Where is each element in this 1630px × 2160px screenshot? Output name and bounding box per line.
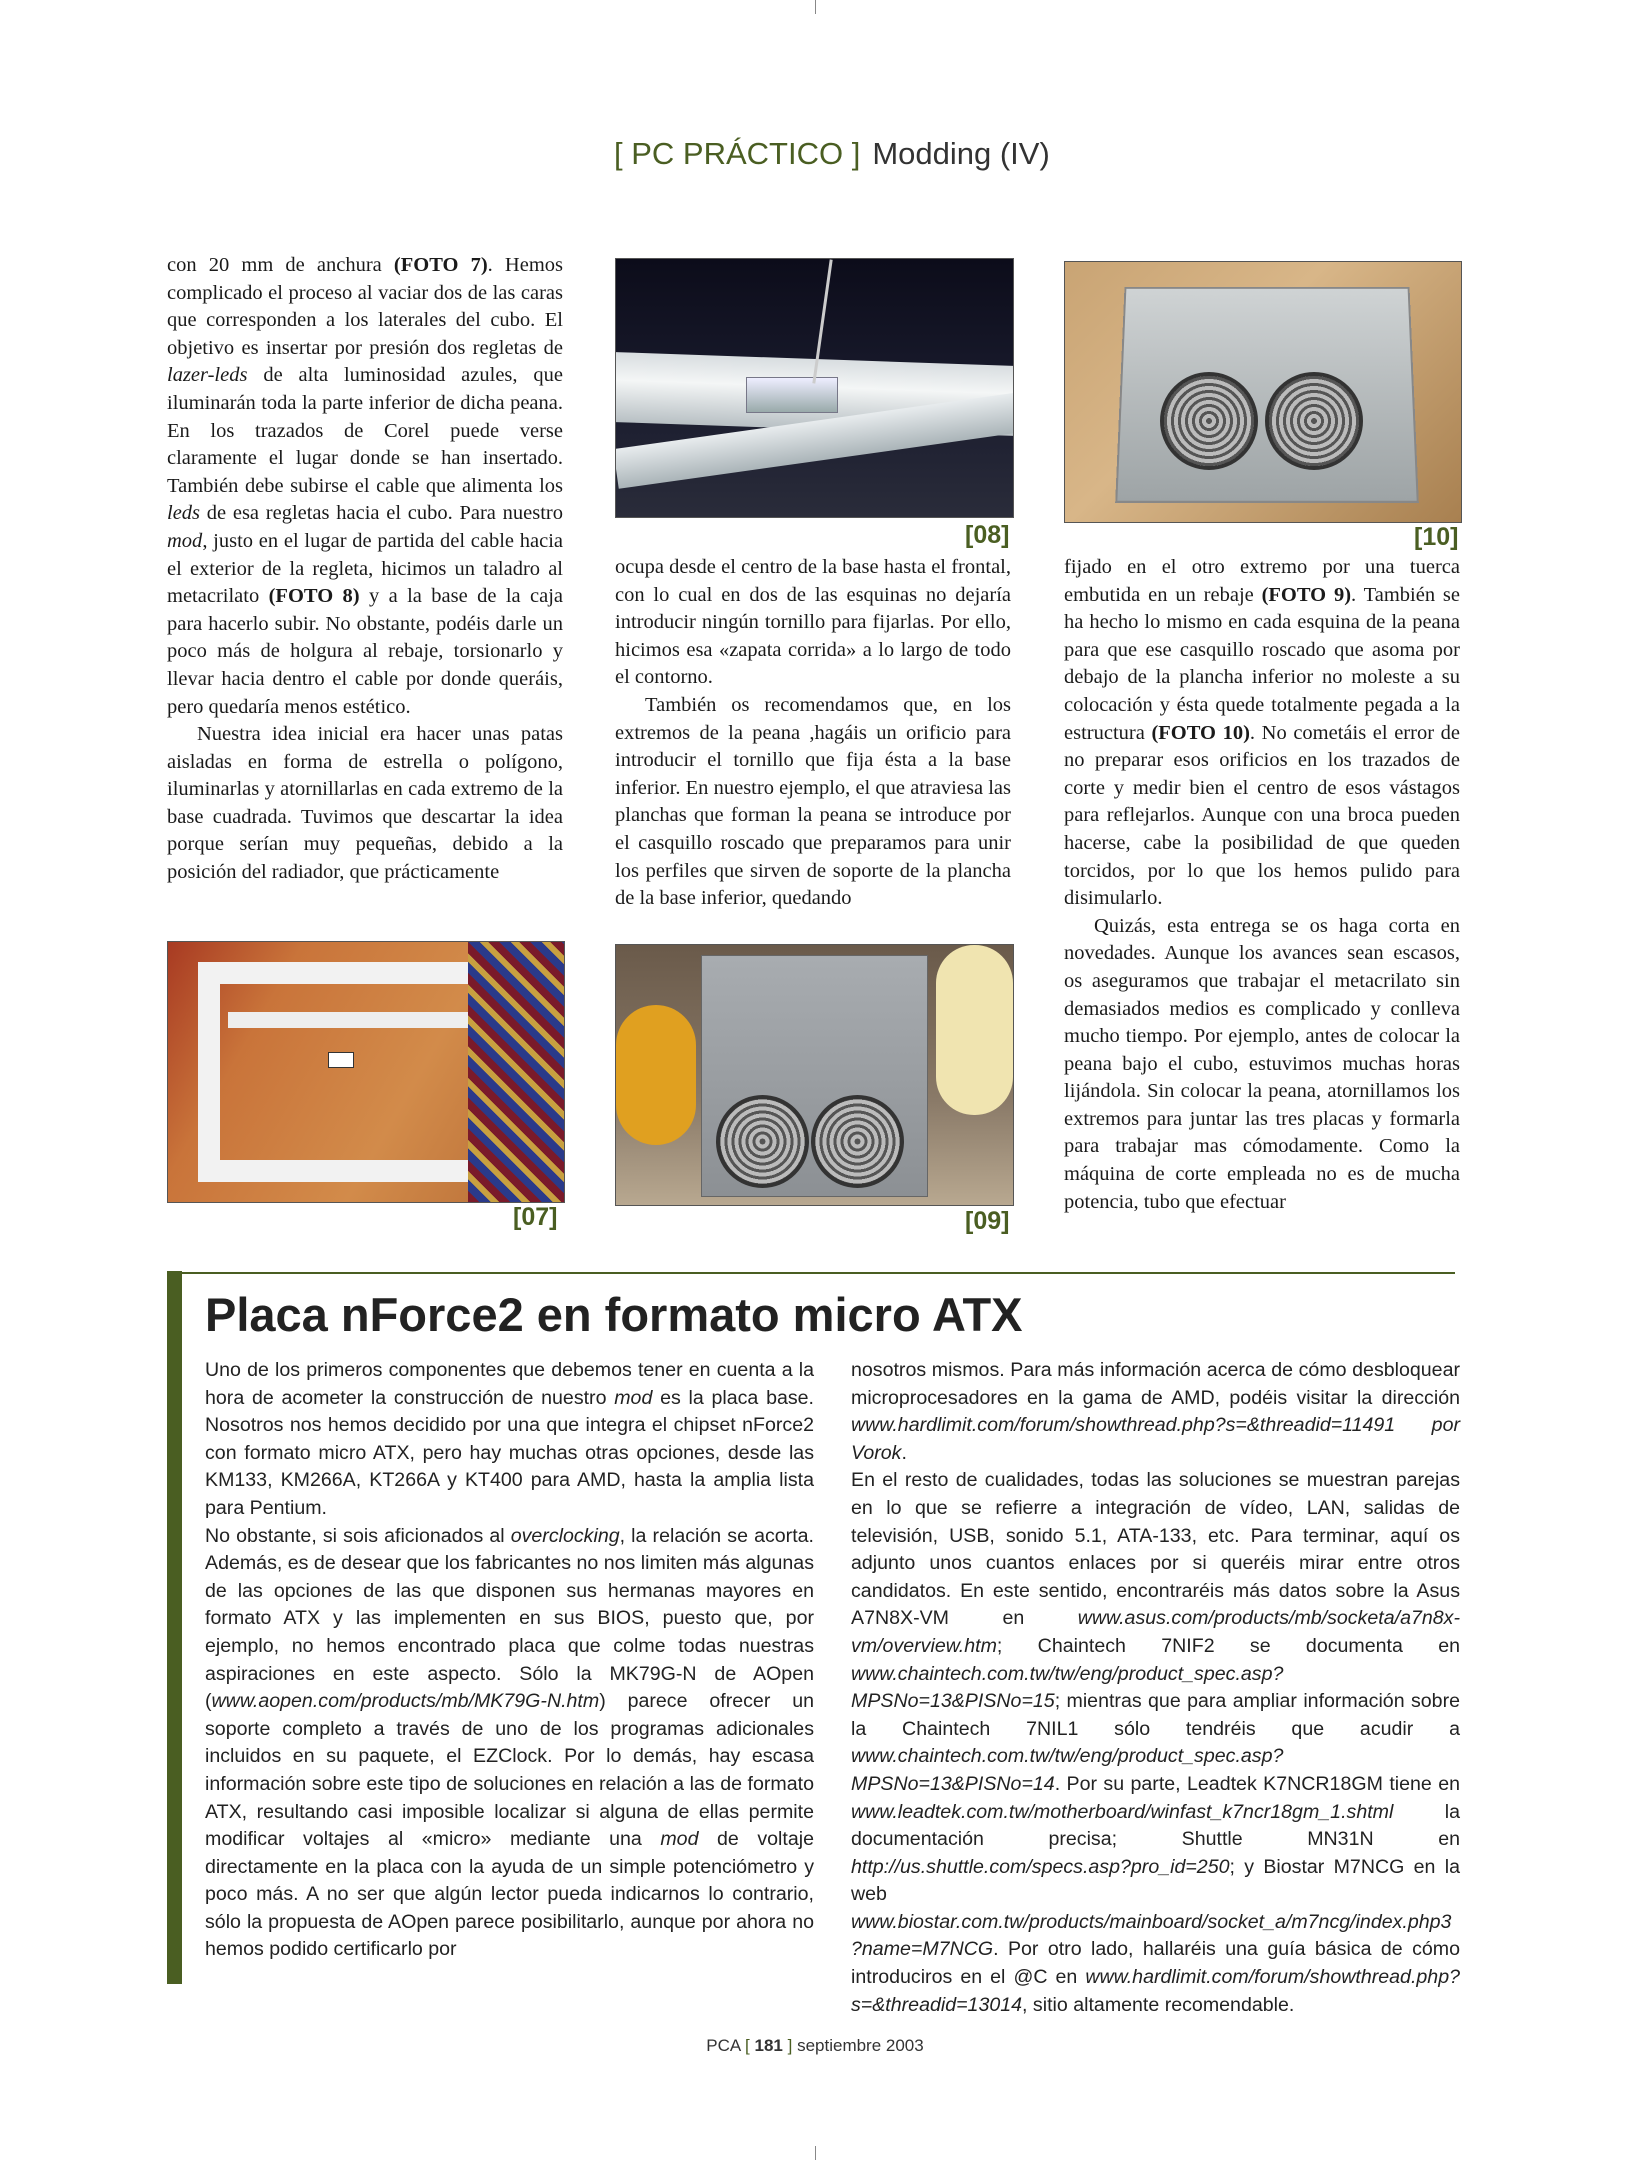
url-text: www.biostar.com.tw/products/mainboard/socket_a/m7ncg/index.php3?name=M7NCG — [851, 1910, 1452, 1961]
article-column-1 — [167, 252, 563, 887]
text-run: Uno de los primeros componentes que debemos tener en cuenta a la hora de acometer la construcción de nuestro — [205, 1359, 814, 1409]
photo-07 — [167, 941, 565, 1203]
text-run: (FOTO 8) — [268, 585, 360, 608]
text-run: . No cometáis el error de no preparar esos orificios en los trazados de corte y medir bien el centro de esos vástagos para reflejarlos. Aunque con una broca pueden hacerse, cabe la posibilidad de que queden torcidos, por lo que los hemos pulido para disimularlo. — [1064, 721, 1460, 910]
url-text: http://us.shuttle.com/specs.asp?pro_id=250 — [851, 1855, 1230, 1878]
text-run: fijado en el otro extremo por una tuerca embutida en un rebaje — [1064, 556, 1460, 606]
box-column-1 — [205, 1357, 814, 1964]
url-text: www.chaintech.com.tw/tw/eng/product_spec.asp?MPSNo=13&PISNo=14 — [851, 1745, 1284, 1795]
url-text: www.asus.com/products/mb/socketa/a7n8x-vm/overview.htm — [851, 1607, 1460, 1657]
url-text: www.hardlimit.com/forum/showthread.php?s=&threadid=13014 — [851, 1966, 1460, 2016]
text-run: (FOTO 9) — [1261, 583, 1352, 606]
text-run: ocupa desde el centro de la base hasta el frontal, con lo cual en dos de las esquinas no dejaría introducir ningún tornillo para fijarlas. Por ello, hicimos esa «zapata corrida» a lo largo de todo el contorno. — [615, 556, 1011, 689]
url-text: www.leadtek.com.tw/motherboard/winfast_k7ncr18gm_1.shtml — [851, 1800, 1394, 1823]
paragraph — [167, 721, 563, 887]
box-title: Placa nForce2 en formato micro ATX — [205, 1288, 1023, 1341]
text-run: y a la base de la caja para hacerlo subir. No obstante, podéis darle un poco más de holgura al rebaje, torsionarlo y llevar hacia dentro el cable por donde queráis, pero quedaría menos estético. — [167, 585, 563, 718]
text-run: es la placa base. Nosotros nos hemos decidido por una que integra el chipset nForce2 con formato micro ATX, pero hay muchas otras opciones, desde las KM133, KM266A, KT266A y KT400 para AMD, hasta la amplia lista para Pentium. — [205, 1386, 814, 1519]
text-run: ; mientras que para ampliar información sobre la Chaintech 7NIL1 sólo tendréis que acudir a — [851, 1690, 1460, 1740]
paragraph — [615, 554, 1011, 692]
article-topic: Modding (IV) — [872, 136, 1050, 171]
fan-icon — [1265, 372, 1363, 470]
crop-mark — [815, 2146, 816, 2160]
photo-label-09: [09] — [965, 1207, 1010, 1235]
text-run: mod — [167, 529, 203, 552]
footer-date: septiembre 2003 — [797, 2036, 924, 2055]
photo-10 — [1064, 261, 1462, 523]
paragraph — [851, 1467, 1460, 2019]
box-top-rule — [167, 1272, 1455, 1274]
text-run: . Por otro lado, hallaréis una guía básica de cómo introduciros en el @C en — [851, 1938, 1460, 1989]
text-run: Quizás, esta entrega se os haga corta en novedades. Aunque los avances sean escasos, os aseguramos que trabajar el metacrilato sin demasiados medios es complicado y conlleva mucho tiempo. Por ejemplo, antes de colocar la peana bajo el cubo, estuvimos muchas horas lijándola. Sin colocar la peana, atornillamos los extremos para juntar las tres placas y formarla para trabajar mas cómodamente. Como la máquina de corte empleada no es de mucha potencia, tubo que efectuar — [1064, 914, 1460, 1213]
fan-icon — [811, 1095, 904, 1188]
text-run: . También se ha hecho lo mismo en cada esquina de la peana para que ese casquillo roscado que asoma por debajo de la plancha inferior no moleste a su colocación y ésta quede totalmente pegada a la estructura — [1064, 583, 1460, 744]
page-footer — [0, 2036, 1630, 2056]
article-column-2 — [615, 554, 1011, 913]
paragraph — [1064, 913, 1460, 1217]
paragraph — [205, 1357, 814, 1523]
text-run: de esa regletas hacia el cubo. Para nuestro — [200, 502, 563, 525]
url-text: www.aopen.com/products/mb/MK79G-N.htm — [211, 1690, 600, 1713]
box-accent-bar — [167, 1271, 182, 1984]
footer-bracket: ] — [787, 2036, 793, 2055]
text-run: . Por su parte, Leadtek K7NCR18GM tiene en — [1054, 1772, 1460, 1795]
text-run: con 20 mm de anchura — [167, 254, 394, 276]
text-run: leds — [167, 502, 201, 525]
text-run: ; y Biostar M7NCG en la web — [851, 1855, 1460, 1906]
paragraph — [615, 692, 1011, 913]
text-run: ; Chaintech 7NIF2 se documenta en — [996, 1634, 1460, 1657]
text-run: También os recomendamos que, en los extremos de la peana ,hagáis un orificio para introducir el tornillo que fija ésta a la base inferior. En nuestro ejemplo, el que atraviesa las planchas que forman la peana se introduce por el casquillo roscado que preparamos para unir los perfiles que sirven de soporte de la plancha de la base inferior, quedando — [615, 693, 1011, 910]
text-run: ) parece ofrecer un soporte completo a través de uno de los programas adicionales incluidos en su paquete, el EZClock. Por lo demás, hay escasa información sobre este tipo de soluciones en relación a las de formato ATX, resultando casi imposible localizar si alguna de ellas permite modificar voltajes al «micro» mediante una — [205, 1690, 814, 1851]
text-run: de alta luminosidad azules, que iluminarán toda la parte inferior de dicha peana. En los trazados de Corel puede verse claramente el lugar donde se han insertado. También debe subirse el cable que alimenta los — [167, 364, 563, 497]
text-run: , justo en el lugar de partida del cable hacia el exterior de la regleta, hicimos un taladro al metacrilato — [167, 529, 563, 608]
photo-label-07: [07] — [513, 1203, 558, 1231]
text-run: mod — [614, 1386, 653, 1409]
text-run: (FOTO 7) — [393, 254, 488, 276]
photo-08 — [615, 258, 1014, 518]
fan-icon — [1160, 372, 1258, 470]
text-run: Nuestra idea inicial era hacer unas patas aisladas en forma de estrella o polígono, iluminarlas y atornillarlas en cada extremo de la base cuadrada. Tuvimos que descartar la idea porque serían muy pequeñas, debido a la posición del radiador, que prácticamente — [167, 723, 563, 884]
text-run: de voltaje directamente en la placa con la ayuda de un simple potenciómetro y poco más. A no ser que algún lector pueda indicarnos lo contrario, sólo la propuesta de AOpen parece posibilitarlo, aunque por ahora no hemos podido certificarlo por — [205, 1828, 814, 1961]
text-run: lazer-leds — [167, 364, 248, 387]
crop-mark — [815, 0, 816, 14]
photo-label-08: [08] — [965, 521, 1010, 549]
text-run: mod — [660, 1828, 699, 1851]
url-text: www.hardlimit.com/forum/showthread.php?s=&threadid=11491 por Vorok — [851, 1414, 1460, 1464]
text-run: En el resto de cualidades, todas las soluciones se muestran parejas en lo que se refierre a integración de vídeo, LAN, salidas de televisión, USB, sonido 5.1, ATA-133, etc. Para terminar, aquí os adjunto unos cuantos enlaces por si queréis mirar entre otros candidatos. En este sentido, encontraréis más datos sobre la Asus A7N8X-VM en — [851, 1469, 1460, 1630]
text-run: No obstante, si sois aficionados al — [205, 1524, 511, 1547]
text-run: la documentación precisa; Shuttle MN31N en — [851, 1800, 1460, 1851]
text-run: , la relación se acorta. Además, es de desear que los fabricantes no nos limiten más algunas de las opciones de las que disponen sus hermanas mayores en formato ATX y las implementen en sus BIOS, puesto que, por ejemplo, no hemos encontrado placa que colme todas nuestras aspiraciones en este aspecto. Sólo la MK79G-N de AOpen ( — [205, 1524, 814, 1713]
running-header — [614, 136, 1050, 172]
text-run: (FOTO 10) — [1151, 721, 1250, 744]
url-text: www.chaintech.com.tw/tw/eng/product_spec.asp?MPSNo=13&PISNo=15 — [851, 1662, 1284, 1713]
photo-label-10: [10] — [1414, 523, 1459, 551]
paragraph — [167, 252, 563, 721]
article-column-3 — [1064, 554, 1460, 1216]
paragraph — [205, 1523, 814, 1965]
photo-09 — [615, 944, 1014, 1206]
text-run: , sitio altamente recomendable. — [1022, 1993, 1295, 2016]
paragraph — [851, 1357, 1460, 1467]
box-column-2 — [851, 1357, 1460, 2019]
text-run: overclocking — [510, 1524, 620, 1547]
text-run: . — [901, 1441, 907, 1464]
footer-bracket: [ — [745, 2036, 750, 2055]
fan-icon — [716, 1095, 809, 1188]
paragraph — [1064, 554, 1460, 913]
page-number: 181 — [754, 2036, 783, 2055]
text-run: nosotros mismos. Para más información acerca de cómo desbloquear microprocesadores en la gama de AMD, podéis visitar la dirección — [851, 1359, 1460, 1409]
section-label: [ PC PRÁCTICO ] — [614, 136, 861, 171]
text-run: . Hemos complicado el proceso al vaciar dos de las caras que corresponden a los laterales del cubo. El objetivo es insertar por presión dos regletas de — [167, 254, 564, 359]
footer-magazine: PCA — [706, 2036, 741, 2055]
